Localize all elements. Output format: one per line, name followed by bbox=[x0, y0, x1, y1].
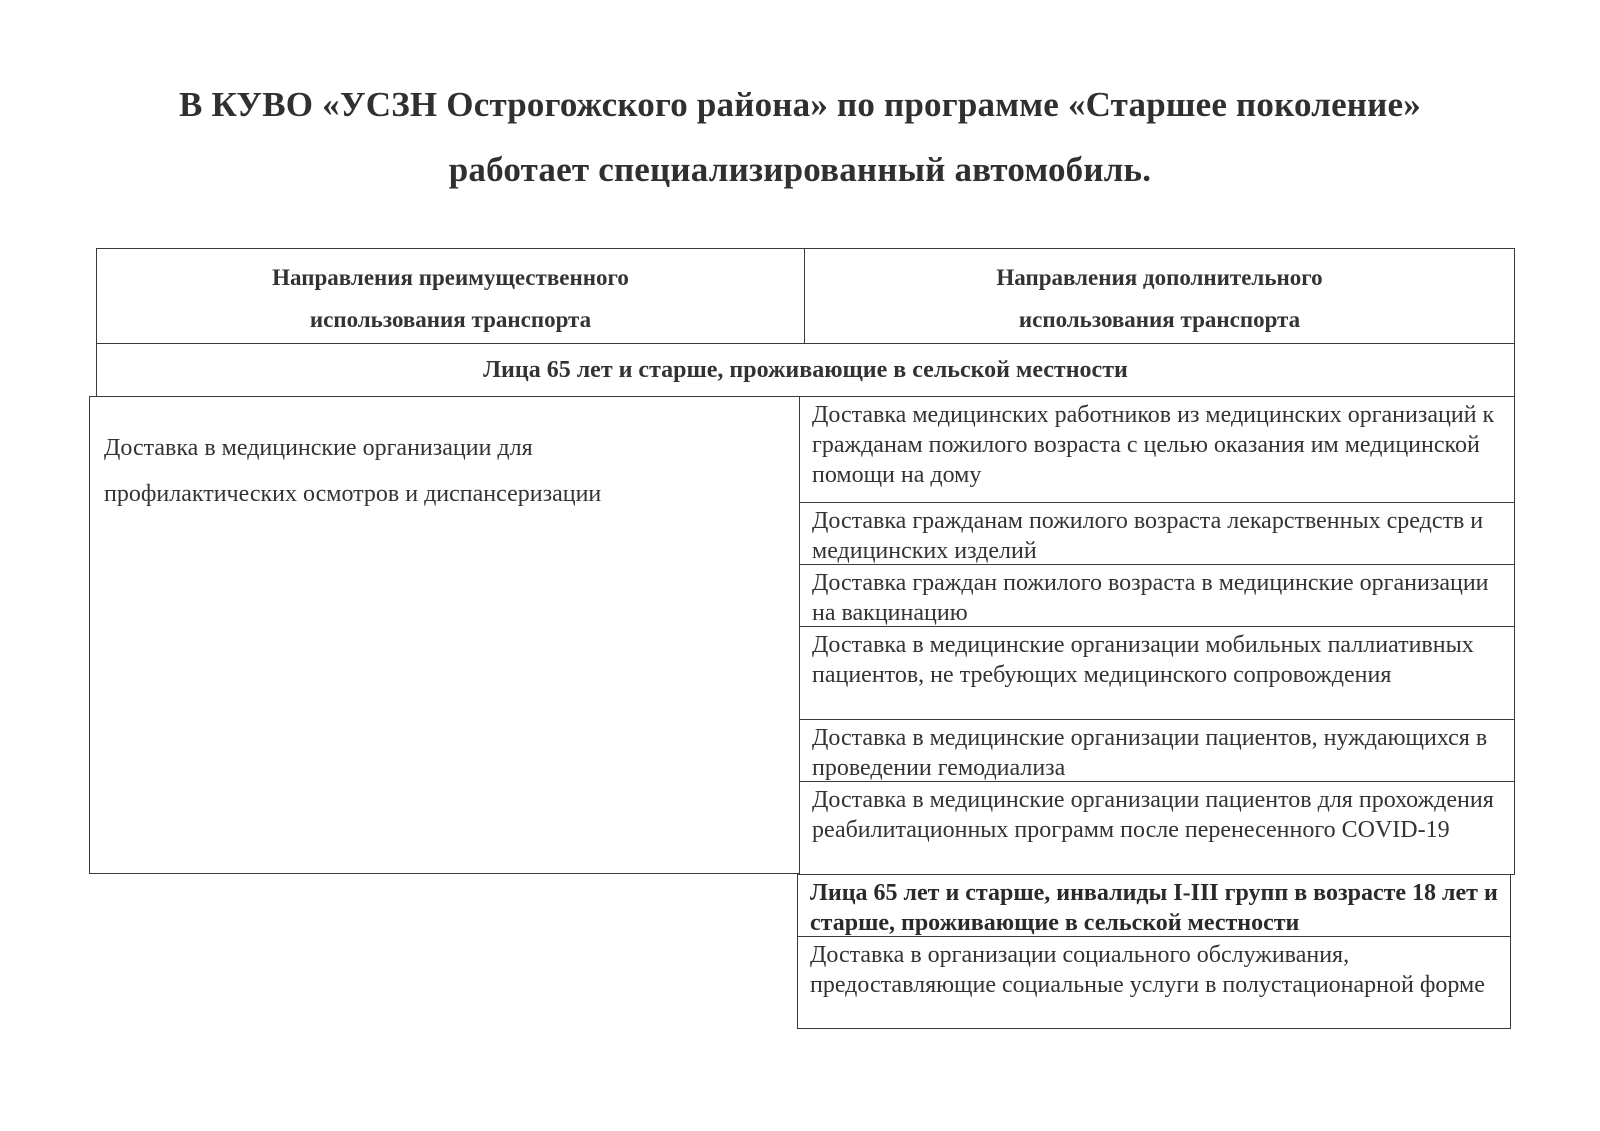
section-row-elderly-rural bbox=[96, 343, 1515, 397]
header-additional-label: Направления дополнительного использования транспорта bbox=[996, 265, 1323, 332]
additional-item-1 bbox=[799, 396, 1515, 503]
section-title: Лица 65 лет и старше, инвалиды I-III групп в возрасте 18 лет и старше, проживающие в сельской местности bbox=[810, 880, 1498, 936]
additional-item-6 bbox=[799, 781, 1515, 875]
additional-item-3 bbox=[799, 564, 1515, 627]
additional-item-text: Доставка в медицинские организации пациентов, нуждающихся в проведении гемодиализа bbox=[812, 725, 1488, 781]
section2-item bbox=[797, 936, 1511, 1029]
page-title-line-1: В КУВО «УСЗН Острогожского района» по программе «Старшее поколение» bbox=[179, 85, 1421, 124]
primary-direction-text: Доставка в медицинские организации для профилактических осмотров и диспансеризации bbox=[104, 435, 602, 507]
section-title: Лица 65 лет и старше, проживающие в сельской местности bbox=[483, 357, 1128, 383]
additional-item-text: Доставка в медицинские организации пациентов для прохождения реабилитационных программ после перенесенного COVID-19 bbox=[812, 787, 1494, 843]
header-additional-cell bbox=[804, 248, 1515, 344]
additional-item-text: Доставка граждан пожилого возраста в медицинские организации на вакцинацию bbox=[812, 570, 1489, 626]
section2-item-text: Доставка в организации социального обслуживания, предоставляющие социальные услуги в полустационарной форме bbox=[810, 942, 1485, 998]
page-title-line-2: работает специализированный автомобиль. bbox=[448, 150, 1152, 189]
additional-item-4 bbox=[799, 626, 1515, 720]
primary-direction-cell bbox=[89, 396, 800, 874]
additional-item-5 bbox=[799, 719, 1515, 782]
additional-item-text: Доставка в медицинские организации мобильных паллиативных пациентов, не требующих медицинского сопровождения bbox=[812, 632, 1474, 688]
section-row-elderly-disabled bbox=[797, 874, 1511, 937]
header-primary-label: Направления преимущественного использования транспорта bbox=[272, 265, 629, 332]
additional-item-2 bbox=[799, 502, 1515, 565]
additional-item-text: Доставка медицинских работников из медицинских организаций к гражданам пожилого возраста с целью оказания им медицинской помощи на дому bbox=[812, 402, 1495, 488]
additional-item-text: Доставка гражданам пожилого возраста лекарственных средств и медицинских изделий bbox=[812, 508, 1484, 564]
header-primary-cell bbox=[96, 248, 805, 344]
